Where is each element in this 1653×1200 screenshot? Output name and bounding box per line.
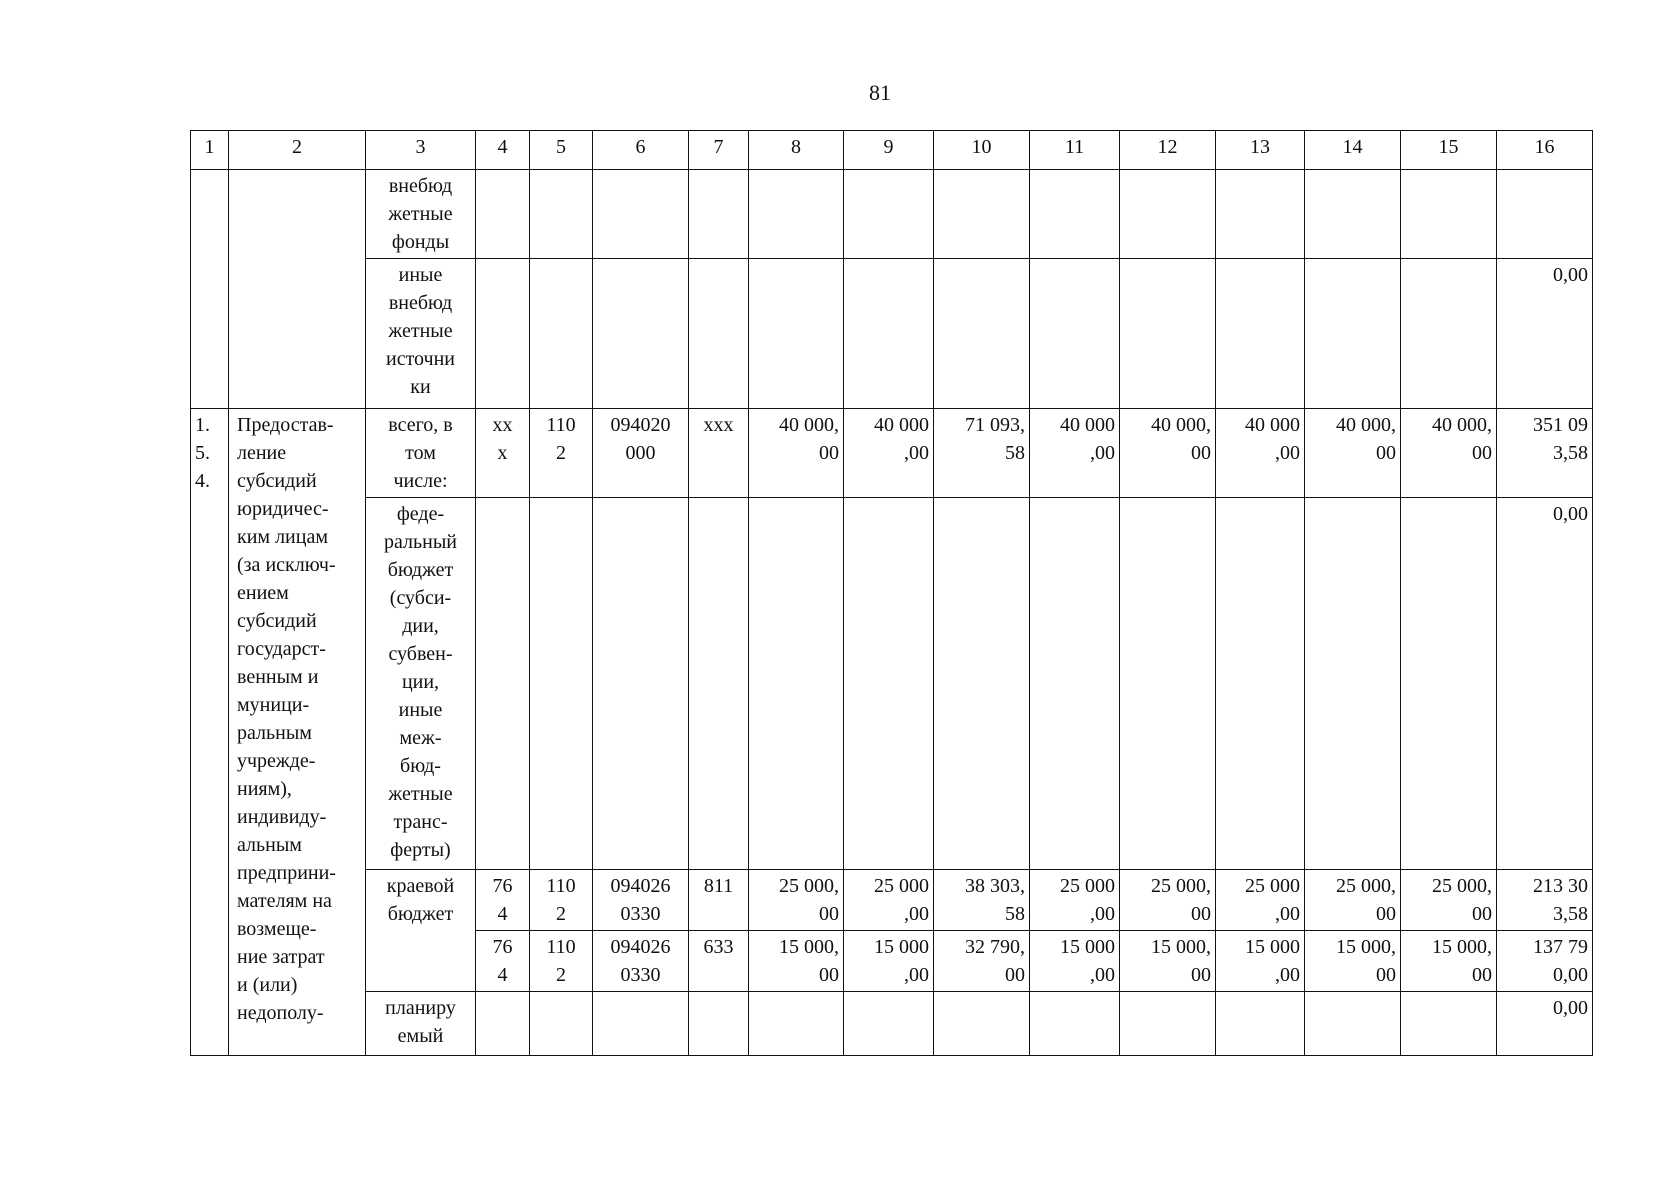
value-cell: ххх <box>689 409 749 498</box>
value-cell: 0,00 <box>1497 498 1593 870</box>
empty-cell <box>749 259 844 409</box>
source-regional: краевой бюджет <box>366 870 476 992</box>
empty-cell <box>593 498 689 870</box>
empty-cell <box>1305 170 1401 259</box>
source-other-offbudget: иные внебюд жетные источни ки <box>366 259 476 409</box>
value-cell: 110 2 <box>530 931 593 992</box>
header-cell: 9 <box>844 131 934 170</box>
empty-cell <box>1120 498 1216 870</box>
value-cell: 40 000, 00 <box>1401 409 1497 498</box>
empty-cell <box>934 259 1030 409</box>
value-cell: 0,00 <box>1497 992 1593 1056</box>
empty-cell <box>1497 170 1593 259</box>
table-row <box>191 498 1593 870</box>
empty-cell <box>1120 992 1216 1056</box>
table-row <box>191 259 1593 409</box>
source-planned: планиру емый <box>366 992 476 1056</box>
value-cell: 15 000 ,00 <box>844 931 934 992</box>
value-cell: 15 000, 00 <box>1120 931 1216 992</box>
empty-cell <box>476 498 530 870</box>
table-row <box>191 870 1593 931</box>
empty-cell <box>1030 170 1120 259</box>
page-number: 81 <box>869 80 891 105</box>
header-cell: 5 <box>530 131 593 170</box>
value-cell: 15 000, 00 <box>1401 931 1497 992</box>
header-cell: 15 <box>1401 131 1497 170</box>
empty-cell <box>1401 498 1497 870</box>
source-offbudget-funds: внебюд жетные фонды <box>366 170 476 259</box>
empty-cell <box>1216 170 1305 259</box>
value-cell: 811 <box>689 870 749 931</box>
value-cell: 25 000 ,00 <box>844 870 934 931</box>
header-cell: 3 <box>366 131 476 170</box>
empty-cell <box>844 498 934 870</box>
value-cell: хх х <box>476 409 530 498</box>
header-cell: 1 <box>191 131 229 170</box>
value-cell: 40 000 ,00 <box>1216 409 1305 498</box>
value-cell: 15 000, 00 <box>749 931 844 992</box>
empty-cell <box>689 498 749 870</box>
empty-cell <box>1216 498 1305 870</box>
value-cell: 40 000 ,00 <box>844 409 934 498</box>
header-cell: 12 <box>1120 131 1216 170</box>
empty-cell <box>530 259 593 409</box>
header-cell: 13 <box>1216 131 1305 170</box>
empty-cell <box>844 259 934 409</box>
value-cell: 25 000, 00 <box>1401 870 1497 931</box>
empty-cell <box>1120 170 1216 259</box>
value-cell: 110 2 <box>530 870 593 931</box>
empty-cell <box>1401 170 1497 259</box>
table-row <box>191 992 1593 1056</box>
empty-cell <box>689 259 749 409</box>
header-cell: 11 <box>1030 131 1120 170</box>
empty-cell <box>1030 259 1120 409</box>
value-cell: 094026 0330 <box>593 931 689 992</box>
empty-cell <box>1401 992 1497 1056</box>
empty-cell <box>593 259 689 409</box>
empty-cell <box>1216 992 1305 1056</box>
empty-cell <box>476 259 530 409</box>
empty-cell <box>689 170 749 259</box>
empty-cell <box>844 170 934 259</box>
empty-cell <box>1305 992 1401 1056</box>
value-cell: 0,00 <box>1497 259 1593 409</box>
empty-cell <box>689 992 749 1056</box>
empty-cell <box>1120 259 1216 409</box>
value-cell: 25 000, 00 <box>1305 870 1401 931</box>
budget-table <box>190 130 1593 1056</box>
value-cell: 25 000 ,00 <box>1216 870 1305 931</box>
header-cell: 10 <box>934 131 1030 170</box>
value-cell: 76 4 <box>476 931 530 992</box>
empty-cell <box>530 498 593 870</box>
item-number: 1. 5. 4. <box>191 409 229 1056</box>
empty-cell <box>844 992 934 1056</box>
empty-cell <box>749 170 844 259</box>
value-cell: 633 <box>689 931 749 992</box>
value-cell: 76 4 <box>476 870 530 931</box>
value-cell: 25 000, 00 <box>749 870 844 931</box>
value-cell: 32 790, 00 <box>934 931 1030 992</box>
empty-cell <box>593 992 689 1056</box>
value-cell: 110 2 <box>530 409 593 498</box>
empty-cell <box>934 498 1030 870</box>
value-cell: 351 09 3,58 <box>1497 409 1593 498</box>
empty-cell <box>934 170 1030 259</box>
value-cell: 40 000, 00 <box>749 409 844 498</box>
header-cell: 8 <box>749 131 844 170</box>
value-cell: 40 000, 00 <box>1305 409 1401 498</box>
empty-cell <box>476 170 530 259</box>
table-row <box>191 409 1593 498</box>
empty-cell <box>191 170 229 409</box>
empty-cell <box>1305 259 1401 409</box>
value-cell: 15 000 ,00 <box>1216 931 1305 992</box>
value-cell: 71 093, 58 <box>934 409 1030 498</box>
value-cell: 137 79 0,00 <box>1497 931 1593 992</box>
empty-cell <box>476 992 530 1056</box>
value-cell: 094020 000 <box>593 409 689 498</box>
empty-cell <box>1305 498 1401 870</box>
item-name: Предостав- ление субсидий юридичес- ким лицам (за исключ- ением субсидий государст- венным и муници- pальным учрежде- ниям), индивиду- альным предприни- мателям на возмеще- ние затрат и (или) недополу- <box>229 409 366 1056</box>
value-cell: 40 000, 00 <box>1120 409 1216 498</box>
empty-cell <box>530 992 593 1056</box>
value-cell: 15 000, 00 <box>1305 931 1401 992</box>
source-federal: феде- ральный бюджет (субси- дии, субвен- ции, иные меж- бюд- жетные транс- ферты) <box>366 498 476 870</box>
empty-cell <box>1401 259 1497 409</box>
header-cell: 14 <box>1305 131 1401 170</box>
value-cell: 25 000, 00 <box>1120 870 1216 931</box>
empty-cell <box>1216 259 1305 409</box>
empty-cell <box>749 498 844 870</box>
value-cell: 213 30 3,58 <box>1497 870 1593 931</box>
empty-cell <box>229 170 366 409</box>
value-cell: 25 000 ,00 <box>1030 870 1120 931</box>
value-cell: 38 303, 58 <box>934 870 1030 931</box>
header-cell: 7 <box>689 131 749 170</box>
value-cell: 40 000 ,00 <box>1030 409 1120 498</box>
empty-cell <box>530 170 593 259</box>
value-cell: 15 000 ,00 <box>1030 931 1120 992</box>
empty-cell <box>593 170 689 259</box>
empty-cell <box>934 992 1030 1056</box>
header-cell: 6 <box>593 131 689 170</box>
value-cell: 094026 0330 <box>593 870 689 931</box>
empty-cell <box>1030 498 1120 870</box>
header-cell: 4 <box>476 131 530 170</box>
empty-cell <box>749 992 844 1056</box>
header-cell: 2 <box>229 131 366 170</box>
header-cell: 16 <box>1497 131 1593 170</box>
table-row <box>191 170 1593 259</box>
empty-cell <box>1030 992 1120 1056</box>
header-row <box>191 131 1593 170</box>
source-total: всего, в том числе: <box>366 409 476 498</box>
